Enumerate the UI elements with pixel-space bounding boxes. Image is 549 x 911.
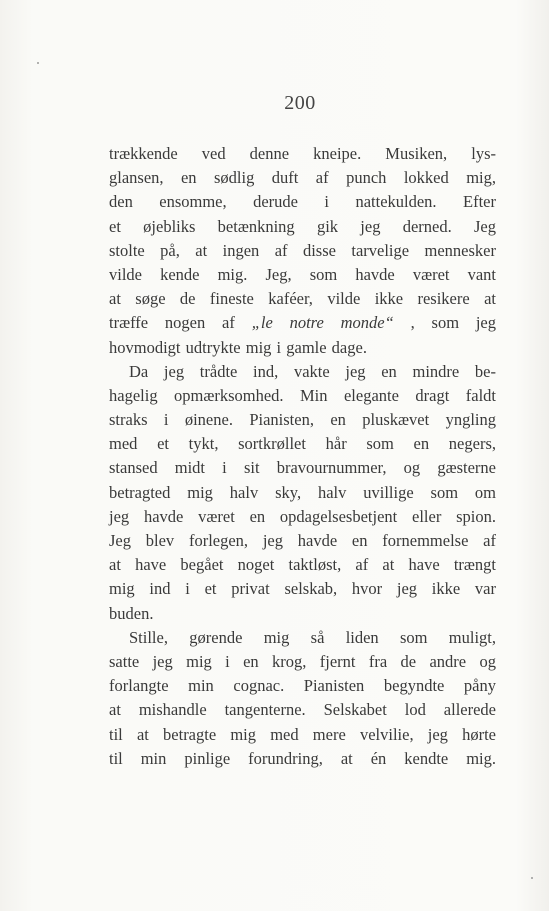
text-line: jeg havde været en opdagelsesbetjent eller spion. <box>109 506 496 526</box>
text-line: et øjebliks betænkning gik jeg derned. Jeg <box>109 216 496 236</box>
text-line: hovmodigt udtrykte mig i gamle dage. <box>109 337 367 357</box>
text-line: vilde kende mig. Jeg, som havde været vant <box>109 264 496 284</box>
text-line: glansen, en sødlig duft af punch lokked mig, <box>109 168 496 188</box>
line-segment: træffe nogen af <box>109 313 235 333</box>
text-line: til at betragte mig med mere velvilie, jeg hørte <box>109 724 496 744</box>
text-line: straks i øinene. Pianisten, en pluskævet yngling <box>109 410 496 430</box>
line-segment: , som jeg <box>410 313 497 333</box>
text-line: forlangte min cognac. Pianisten begyndte påny <box>109 676 496 696</box>
text-line: med et tykt, sortkrøllet hår som en negers, <box>109 434 496 454</box>
paper-speck <box>531 877 533 879</box>
paper-speck <box>37 62 39 64</box>
text-line: satte jeg mig i en krog, fjernt fra de andre og <box>109 651 496 671</box>
text-line: den ensomme, derude i nattekulden. Efter <box>109 192 496 212</box>
text-line: trækkende ved denne kneipe. Musiken, lys- <box>109 144 496 163</box>
text-line: betragted mig halv sky, halv uvillige som om <box>109 482 496 502</box>
text-line: Da jeg trådte ind, vakte jeg en mindre be- <box>129 361 496 381</box>
body-text <box>109 142 496 771</box>
text-line: at mishandle tangenterne. Selskabet lod allerede <box>109 700 496 720</box>
text-line: Stille, gørende mig så liden som muligt, <box>129 627 496 647</box>
italic-quote: „le notre monde“ <box>251 313 394 333</box>
page-number: 200 <box>284 92 316 114</box>
text-line-with-italic <box>109 311 496 335</box>
text-line: mig ind i et privat selskab, hvor jeg ikke var <box>109 579 496 599</box>
text-line: stolte på, at ingen af disse tarvelige mennesker <box>109 240 496 260</box>
text-line: til min pinlige forundring, at én kendte mig. <box>109 748 496 768</box>
text-line: buden. <box>109 603 154 623</box>
text-line: Jeg blev forlegen, jeg havde en fornemmelse af <box>109 531 496 550</box>
text-line: hagelig opmærksomhed. Min elegante dragt faldt <box>109 385 496 405</box>
text-line: at have begået noget taktløst, af at have trængt <box>109 555 496 575</box>
text-line: at søge de fineste kaféer, vilde ikke resikere at <box>109 289 496 309</box>
text-line: stansed midt i sit bravournummer, og gæsterne <box>109 458 496 478</box>
